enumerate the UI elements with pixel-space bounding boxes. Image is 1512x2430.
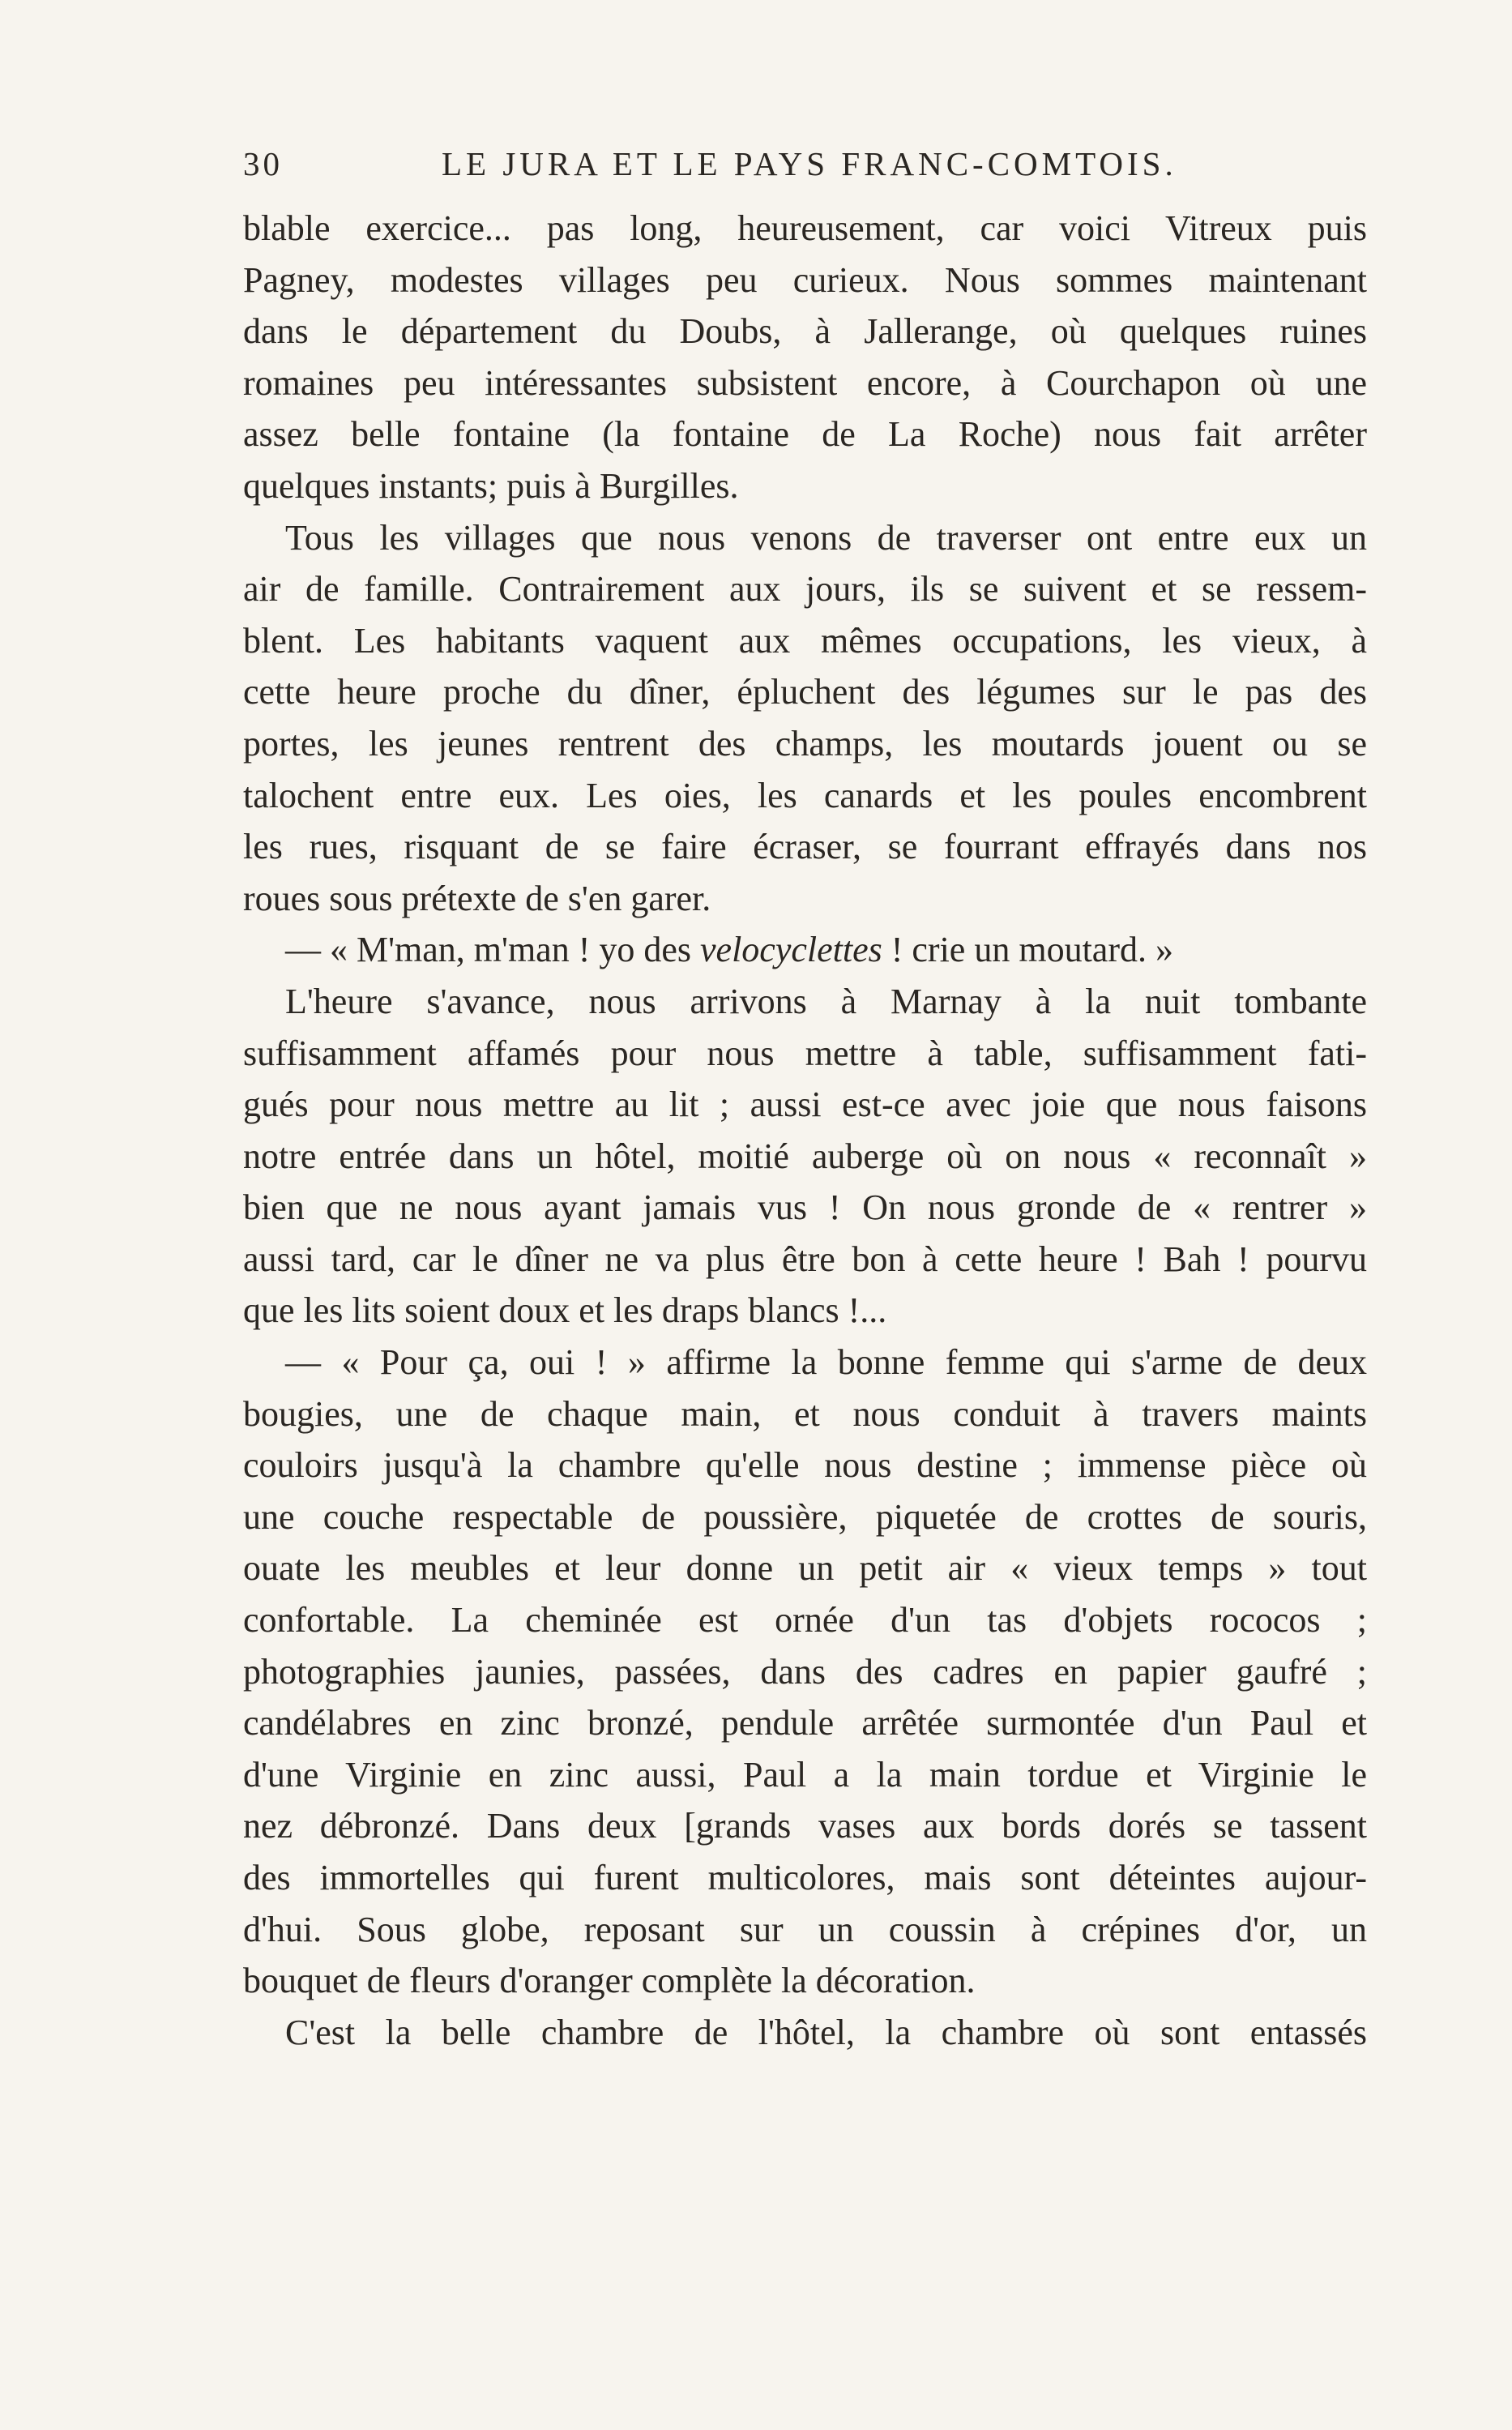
dialogue-text: ! crie un moutard. »: [882, 930, 1173, 970]
text-line: — « Pour ça, oui ! » affirme la bonne femme qui s'arme de deux: [285, 1342, 1367, 1383]
running-title: LE JURA ET LE PAYS FRANC-COMTOIS.: [442, 145, 1177, 182]
text-line: gués pour nous mettre au lit ; aussi est-ce avec joie que nous faisons: [243, 1085, 1367, 1125]
text-line: suffisamment affamés pour nous mettre à table, suffisamment fati-: [243, 1033, 1367, 1073]
dialogue-text: — « M'man, m'man ! yo des: [285, 930, 701, 970]
text-line: les rues, risquant de se faire écraser, se fourrant effrayés dans nos: [243, 827, 1367, 867]
text-line: nez débronzé. Dans deux [grands vases aux bords dorés se tassent: [243, 1806, 1367, 1846]
text-line: Pagney, modestes villages peu curieux. Nous sommes maintenant: [243, 259, 1367, 300]
text-line: d'une Virginie en zinc aussi, Paul a la main tordue et Virginie le: [243, 1754, 1367, 1795]
text-line: des immortelles qui furent multicolores, mais sont déteintes aujour-: [243, 1858, 1367, 1897]
text-line: cette heure proche du dîner, épluchent des légumes sur le pas des: [243, 672, 1367, 712]
text-line: dans le département du Doubs, à Jallerange, où quelques ruines: [243, 311, 1367, 352]
text-line: ouate les meubles et leur donne un petit air « vieux temps » tout: [243, 1548, 1367, 1589]
text-line: portes, les jeunes rentrent des champs, les moutards jouent ou se: [243, 723, 1367, 764]
text-line: bien que ne nous ayant jamais vus ! On nous gronde de « rentrer »: [243, 1187, 1367, 1228]
text-line: confortable. La cheminée est ornée d'un tas d'objets rococos ;: [243, 1600, 1367, 1641]
text-line: photographies jaunies, passées, dans des cadres en papier gaufré ;: [243, 1651, 1367, 1692]
page-number: 30: [243, 145, 283, 182]
text-line: roues sous prétexte de s'en garer.: [243, 878, 711, 918]
dialogue-line: [243, 924, 1367, 976]
text-line: C'est la belle chambre de l'hôtel, la chambre où sont entassés: [285, 2012, 1367, 2052]
text-line: quelques instants; puis à Burgilles.: [243, 465, 739, 506]
running-head: [243, 144, 1367, 193]
text-line: assez belle fontaine (la fontaine de La Roche) nous fait arrêter: [243, 414, 1367, 455]
text-line: blent. Les habitants vaquent aux mêmes occupations, les vieux, à: [243, 620, 1367, 661]
text-line: que les lits soient doux et les draps blancs !...: [243, 1290, 887, 1331]
text-line: romaines peu intéressantes subsistent encore, à Courchapon où une: [243, 362, 1367, 403]
text-line: bougies, une de chaque main, et nous conduit à travers maints: [243, 1393, 1367, 1434]
text-line: aussi tard, car le dîner ne va plus être bon à cette heure ! Bah ! pourvu: [243, 1239, 1367, 1279]
text-line: blable exercice... pas long, heureusement, car voici Vitreux puis: [243, 208, 1367, 248]
text-line: notre entrée dans un hôtel, moitié auberge où on nous « reconnaît »: [243, 1136, 1367, 1176]
text-line: air de famille. Contrairement aux jours, ils se suivent et se ressem-: [243, 569, 1367, 610]
text-line: talochent entre eux. Les oies, les canards et les poules encombrent: [243, 775, 1367, 815]
text-line: couloirs jusqu'à la chambre qu'elle nous destine ; immense pièce où: [243, 1445, 1367, 1486]
text-line: L'heure s'avance, nous arrivons à Marnay à la nuit tombante: [285, 981, 1367, 1021]
body-text: [243, 203, 1367, 2058]
italic-word: velocyclettes: [700, 930, 882, 970]
text-line: candélabres en zinc bronzé, pendule arrêtée surmontée d'un Paul et: [243, 1703, 1367, 1743]
text-line: d'hui. Sous globe, reposant sur un coussin à crépines d'or, un: [243, 1909, 1367, 1949]
text-line: Tous les villages que nous venons de traverser ont entre eux un: [285, 517, 1367, 558]
text-line: bouquet de fleurs d'oranger complète la décoration.: [243, 1961, 976, 2001]
text-line: une couche respectable de poussière, piquetée de crottes de souris,: [243, 1496, 1367, 1537]
